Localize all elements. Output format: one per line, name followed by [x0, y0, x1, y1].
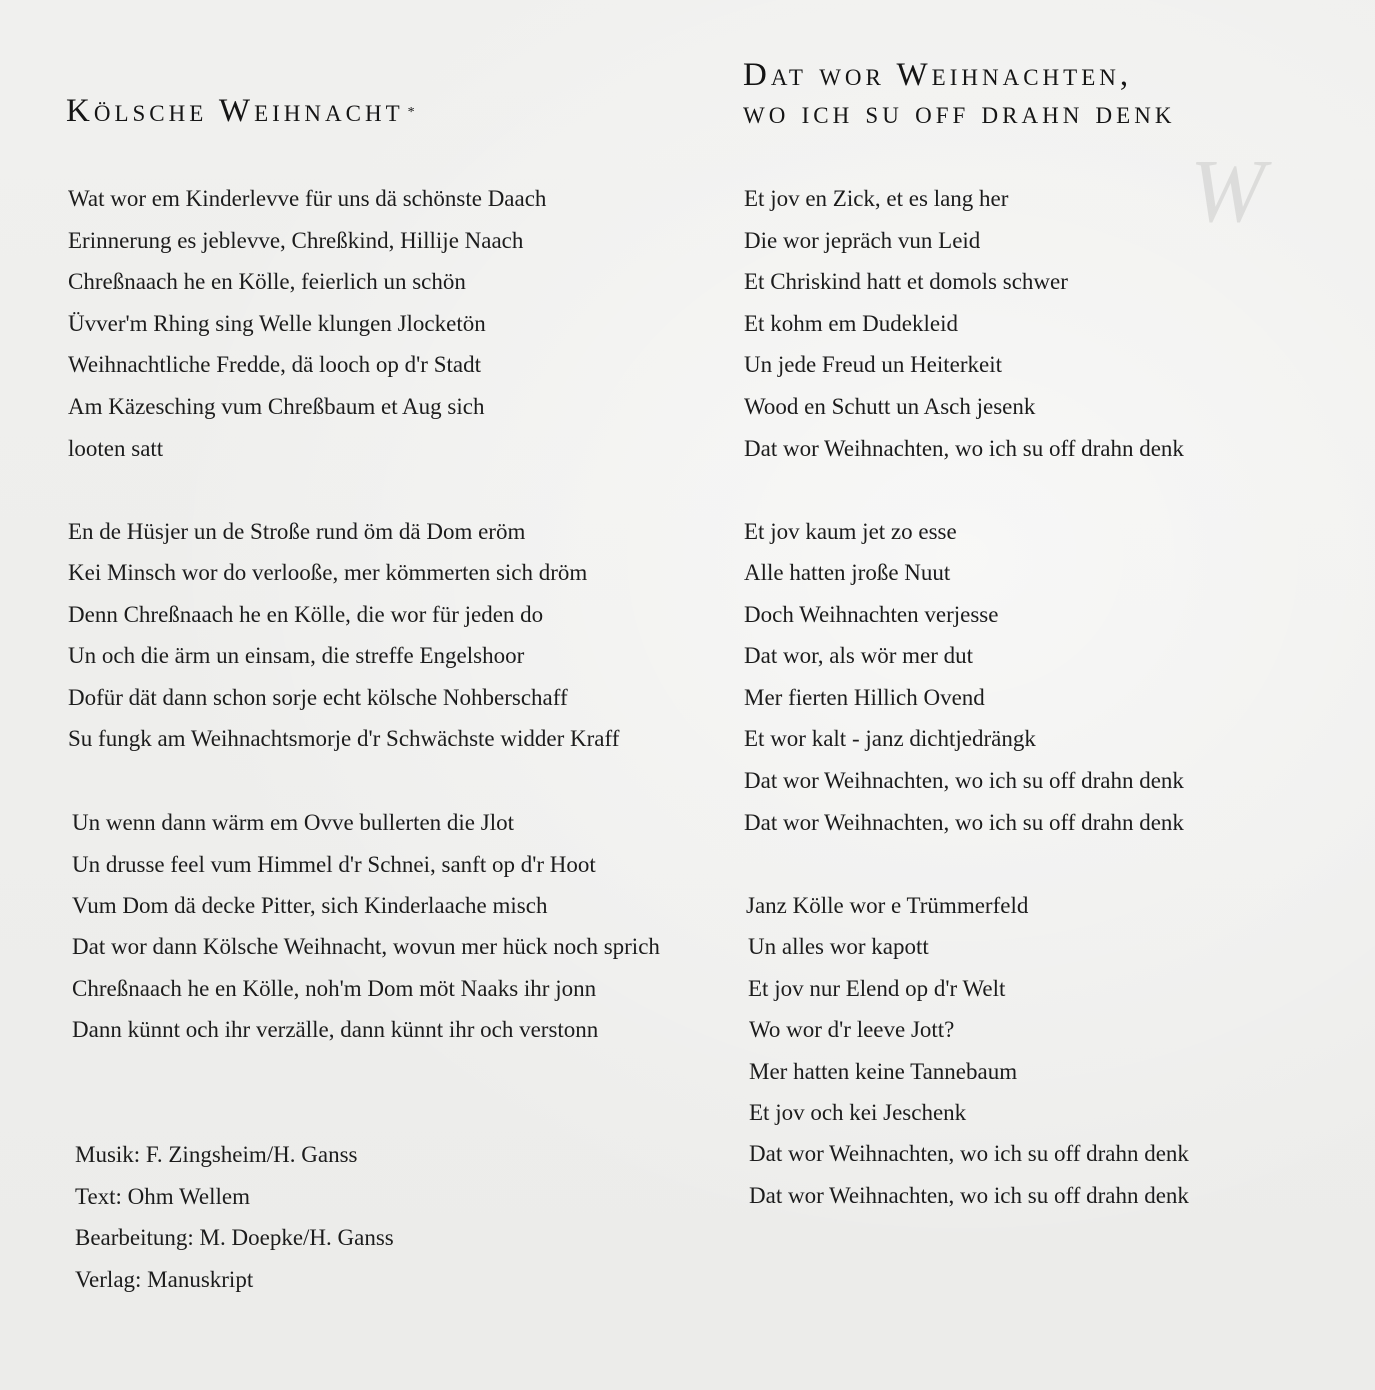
right-lyrics [744, 0, 1364, 1390]
credit-arrangement: Bearbeitung: M. Doepke/H. Ganss [75, 1225, 394, 1250]
lyric-line: Et jov nur Elend op d'r Welt [748, 976, 1006, 1001]
lyric-line: En de Hüsjer un de Stroße rund öm dä Dom eröm [68, 519, 526, 544]
lyric-line: Mer hatten keine Tannebaum [749, 1059, 1018, 1084]
lyric-line: Vum Dom dä decke Pitter, sich Kinderlaache misch [72, 893, 548, 918]
lyric-line: Chreßnaach he en Kölle, noh'm Dom möt Naaks ihr jonn [72, 976, 597, 1001]
lyric-line: Dat wor, als wör mer dut [744, 643, 974, 668]
lyric-line: Wood en Schutt un Asch jesenk [744, 394, 1036, 419]
lyric-line: Dat wor Weihnachten, wo ich su off drahn denk [744, 436, 1184, 461]
lyric-line: Dat wor Weihnachten, wo ich su off drahn denk [744, 768, 1184, 793]
lyric-line: Dat wor dann Kölsche Weihnacht, wovun mer hück noch sprich [72, 934, 660, 959]
lyric-line: Janz Kölle wor e Trümmerfeld [746, 893, 1029, 918]
lyric-line: Un alles wor kapott [748, 934, 929, 959]
lyric-line: looten satt [68, 436, 164, 461]
right-song-title-line-1: Dat wor Weihnachten, [743, 57, 1133, 93]
lyric-line: Dofür dät dann schon sorje echt kölsche Nohberschaff [68, 685, 568, 710]
credit-music: Musik: F. Zingsheim/H. Ganss [75, 1142, 358, 1167]
lyric-line: Et jov kaum jet zo esse [744, 519, 957, 544]
lyric-line: Dat wor Weihnachten, wo ich su off drahn denk [749, 1141, 1189, 1166]
lyric-line: Et jov och kei Jeschenk [749, 1100, 967, 1125]
lyric-line: Die wor jepräch vun Leid [744, 228, 981, 253]
lyric-line: Un jede Freud un Heiterkeit [744, 352, 1003, 377]
credit-text: Text: Ohm Wellem [75, 1184, 250, 1209]
lyric-line: Un wenn dann wärm em Ovve bullerten die Jlot [72, 810, 514, 835]
lyric-line: Üvver'm Rhing sing Welle klungen Jlocketön [68, 311, 486, 336]
lyric-line: Am Käzesching vum Chreßbaum et Aug sich [68, 394, 485, 419]
lyric-line: Mer fierten Hillich Ovend [744, 685, 985, 710]
lyric-line: Doch Weihnachten verjesse [744, 602, 999, 627]
lyric-line: Un och die ärm un einsam, die streffe Engelshoor [68, 643, 525, 668]
lyric-line: Alle hatten jroße Nuut [744, 560, 951, 585]
lyric-line: Dat wor Weihnachten, wo ich su off drahn denk [749, 1183, 1189, 1208]
left-song-title-text: Kölsche Weihnacht [66, 93, 404, 129]
lyric-line: Et jov en Zick, et es lang her [744, 186, 1009, 211]
lyric-line: Denn Chreßnaach he en Kölle, die wor für jeden do [68, 602, 544, 627]
lyric-line: Erinnerung es jeblevve, Chreßkind, Hillije Naach [68, 228, 524, 253]
lyric-line: Et kohm em Dudekleid [744, 311, 958, 336]
lyric-line: Un drusse feel vum Himmel d'r Schnei, sanft op d'r Hoot [72, 852, 596, 877]
lyric-line: Weihnachtliche Fredde, dä looch op d'r Stadt [68, 352, 481, 377]
credit-publisher: Verlag: Manuskript [75, 1267, 254, 1292]
lyric-line: Su fungk am Weihnachtsmorje d'r Schwächste widder Kraff [68, 726, 620, 751]
lyric-line: Et Chriskind hatt et domols schwer [744, 269, 1068, 294]
footnote-mark: * [407, 105, 415, 120]
lyric-line: Wo wor d'r leeve Jott? [749, 1017, 955, 1042]
bleed-through-initial: W [1190, 142, 1265, 241]
lyric-line: Chreßnaach he en Kölle, feierlich un schön [68, 269, 466, 294]
lyric-line: Dann künnt och ihr verzälle, dann künnt ihr och verstonn [72, 1017, 599, 1042]
lyric-line: Dat wor Weihnachten, wo ich su off drahn denk [744, 810, 1184, 835]
right-song-title-line-2: wo ich su off drahn denk [743, 95, 1176, 131]
lyric-line: Wat wor em Kinderlevve für uns dä schönste Daach [68, 186, 547, 211]
lyric-line: Et wor kalt - janz dichtjedrängk [744, 726, 1036, 751]
song-credits [75, 0, 595, 1390]
lyric-line: Kei Minsch wor do verlooße, mer kömmerten sich dröm [68, 560, 588, 585]
